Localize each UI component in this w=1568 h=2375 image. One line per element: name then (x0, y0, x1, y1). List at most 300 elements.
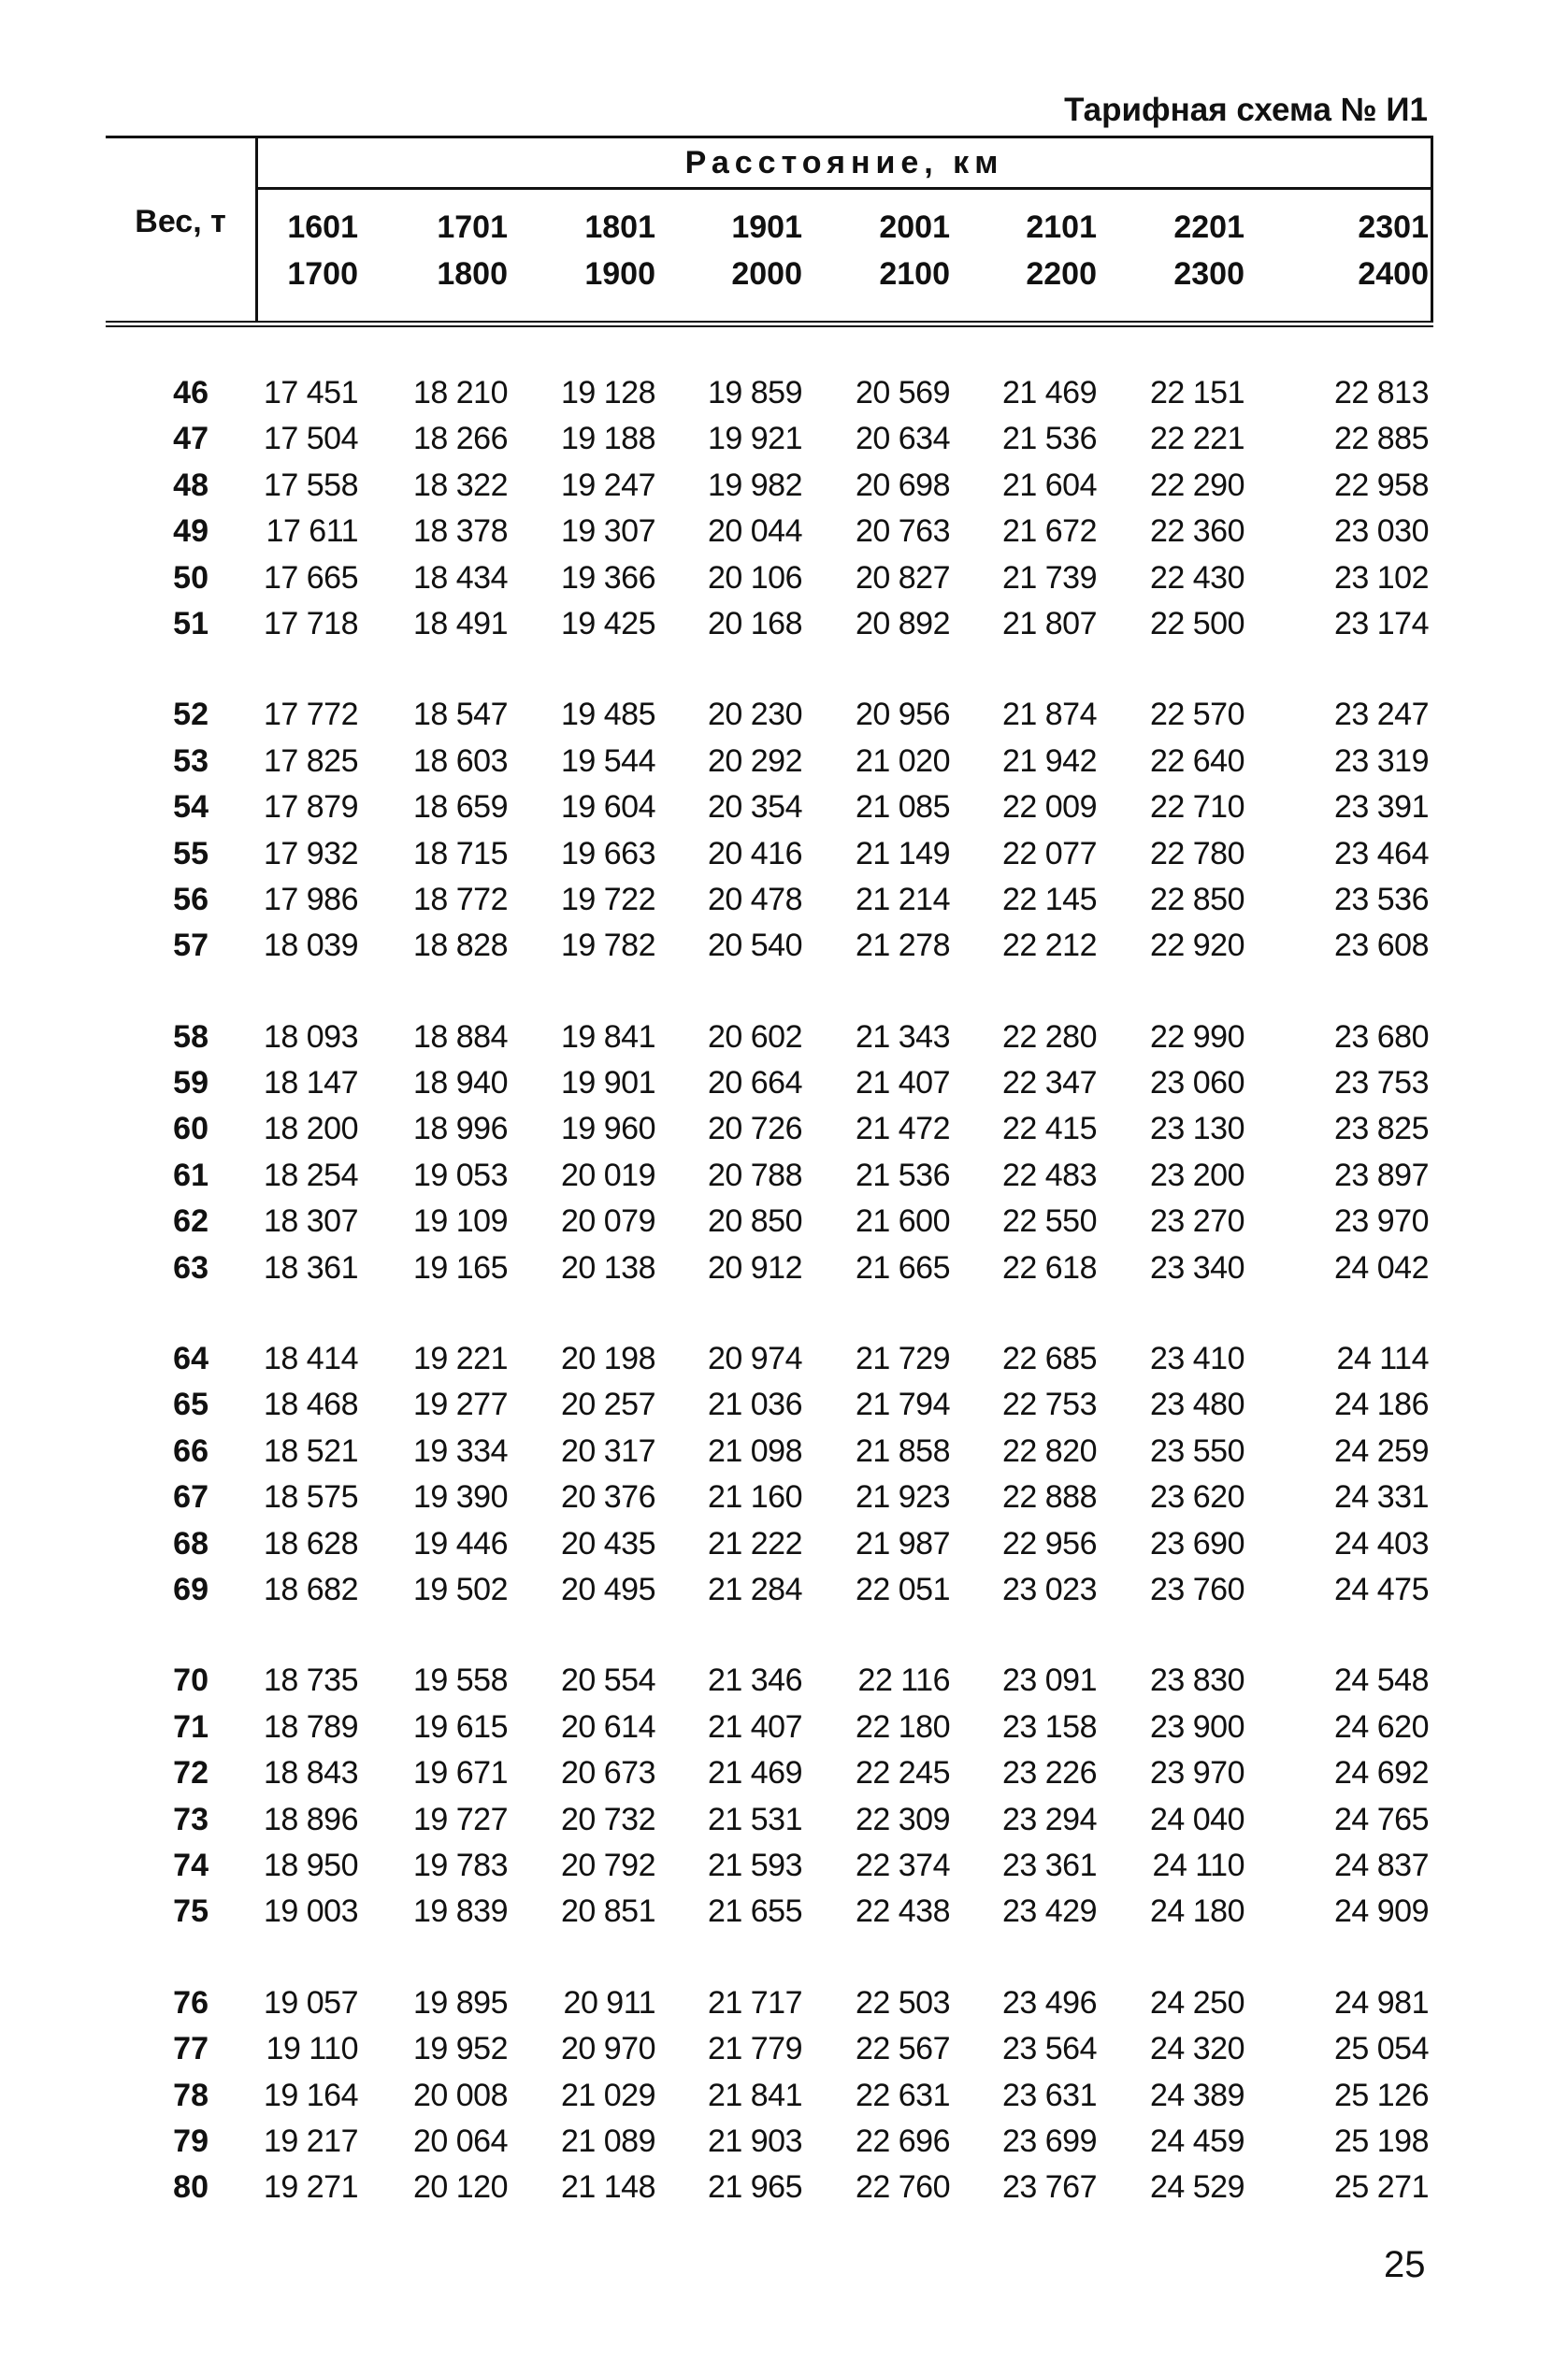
tariff-cell: 19 859 (708, 375, 802, 410)
table-row (106, 1566, 1433, 1612)
distance-range-header (985, 204, 1097, 297)
tariff-cell: 21 874 (1002, 697, 1097, 733)
tariff-cell: 24 320 (1150, 2031, 1244, 2067)
tariff-cell: 23 564 (1002, 2031, 1097, 2067)
range-from: 2201 (1173, 209, 1244, 245)
table-row (106, 1979, 1433, 2025)
tariff-cell: 22 567 (856, 2031, 950, 2067)
tariff-cell: 20 257 (561, 1387, 655, 1423)
table-row (106, 1657, 1433, 1703)
tariff-cell: 18 828 (413, 928, 508, 964)
tariff-cell: 20 540 (708, 928, 802, 964)
tariff-cell: 21 604 (1002, 467, 1097, 503)
tariff-cell: 23 130 (1150, 1111, 1244, 1147)
tariff-cell: 23 023 (1002, 1571, 1097, 1607)
tariff-cell: 24 180 (1150, 1893, 1244, 1930)
row-group (106, 369, 1433, 646)
range-from: 2001 (879, 209, 950, 245)
table-row (106, 1749, 1433, 1795)
weight-cell: 54 (173, 789, 209, 826)
row-group (106, 1979, 1433, 2210)
weight-cell: 62 (173, 1203, 209, 1240)
tariff-cell: 23 429 (1002, 1893, 1097, 1930)
tariff-cell: 18 940 (413, 1065, 508, 1101)
tariff-cell: 23 680 (1334, 1018, 1429, 1055)
tariff-cell: 22 360 (1150, 513, 1244, 550)
tariff-cell: 21 343 (856, 1018, 950, 1055)
table-row (106, 1105, 1433, 1151)
table-row (106, 1520, 1433, 1566)
tariff-cell: 18 266 (413, 421, 508, 457)
tariff-cell: 18 896 (264, 1801, 358, 1837)
tariff-cell: 21 278 (856, 928, 950, 964)
table-row (106, 784, 1433, 829)
tariff-cell: 18 715 (413, 835, 508, 871)
tariff-cell: 24 042 (1334, 1249, 1429, 1286)
weight-cell: 74 (173, 1847, 209, 1883)
tariff-cell: 24 548 (1334, 1662, 1429, 1699)
weight-cell: 58 (173, 1018, 209, 1055)
tariff-cell: 19 604 (561, 789, 655, 826)
tariff-cell: 22 888 (1002, 1479, 1097, 1516)
weight-cell: 60 (173, 1111, 209, 1147)
weight-cell: 69 (173, 1571, 209, 1607)
tariff-cell: 23 897 (1334, 1157, 1429, 1193)
table-row (106, 1888, 1433, 1934)
tariff-cell: 24 692 (1334, 1755, 1429, 1792)
tariff-cell: 19 921 (708, 421, 802, 457)
tariff-cell: 23 620 (1150, 1479, 1244, 1516)
tariff-cell: 19 221 (413, 1341, 508, 1377)
tariff-cell: 17 558 (264, 467, 358, 503)
weight-cell: 71 (173, 1708, 209, 1745)
tariff-cell: 23 631 (1002, 2077, 1097, 2113)
tariff-cell: 22 631 (856, 2077, 950, 2113)
tariff-cell: 24 114 (1336, 1341, 1429, 1377)
tariff-cell: 25 054 (1334, 2031, 1429, 2067)
tariff-cell: 21 903 (708, 2123, 802, 2159)
weight-cell: 50 (173, 559, 209, 596)
tariff-cell: 20 416 (708, 835, 802, 871)
tariff-cell: 22 780 (1150, 835, 1244, 871)
tariff-cell: 17 451 (264, 375, 358, 410)
tariff-cell: 22 051 (856, 1571, 950, 1607)
tariff-cell: 25 126 (1334, 2077, 1429, 2113)
tariff-cell: 19 217 (264, 2123, 358, 2159)
tariff-cell: 22 347 (1002, 1065, 1097, 1101)
table-row (106, 554, 1433, 600)
row-group (106, 1014, 1433, 1290)
tariff-cell: 22 245 (856, 1755, 950, 1792)
tariff-cell: 18 147 (264, 1065, 358, 1101)
tariff-cell: 21 089 (561, 2123, 655, 2159)
weight-cell: 47 (173, 421, 209, 457)
tariff-cell: 18 254 (264, 1157, 358, 1193)
weight-cell: 67 (173, 1479, 209, 1516)
tariff-cell: 21 779 (708, 2031, 802, 2067)
tariff-cell: 19 307 (561, 513, 655, 550)
tariff-cell: 23 270 (1150, 1203, 1244, 1240)
tariff-cell: 22 850 (1150, 881, 1244, 917)
tariff-cell: 23 226 (1002, 1755, 1097, 1792)
range-from: 2101 (1026, 209, 1097, 245)
table-body (106, 369, 1433, 2210)
tariff-cell: 20 673 (561, 1755, 655, 1792)
tariff-cell: 23 174 (1334, 605, 1429, 641)
tariff-cell: 23 550 (1150, 1432, 1244, 1469)
tariff-cell: 19 425 (561, 605, 655, 641)
tariff-cell: 24 981 (1334, 1984, 1429, 2021)
weight-cell: 48 (173, 467, 209, 503)
tariff-cell: 24 837 (1334, 1847, 1429, 1883)
tariff-cell: 22 696 (856, 2123, 950, 2159)
weight-cell: 72 (173, 1755, 209, 1792)
tariff-cell: 21 942 (1002, 742, 1097, 779)
range-to: 1800 (437, 256, 508, 292)
table-row (106, 2118, 1433, 2164)
tariff-cell: 21 531 (708, 1801, 802, 1837)
tariff-cell: 20 634 (856, 421, 950, 457)
row-group (106, 1335, 1433, 1612)
tariff-cell: 23 410 (1150, 1341, 1244, 1377)
weight-cell: 78 (173, 2077, 209, 2113)
tariff-cell: 23 361 (1002, 1847, 1097, 1883)
tariff-cell: 23 319 (1334, 742, 1429, 779)
tariff-cell: 20 376 (561, 1479, 655, 1516)
table-row (106, 600, 1433, 646)
tariff-cell: 23 830 (1150, 1662, 1244, 1699)
tariff-cell: 22 280 (1002, 1018, 1097, 1055)
tariff-cell: 21 665 (856, 1249, 950, 1286)
tariff-cell: 22 618 (1002, 1249, 1097, 1286)
weight-cell: 55 (173, 835, 209, 871)
weight-column-header: Вес, т (135, 204, 226, 239)
tariff-cell: 18 843 (264, 1755, 358, 1792)
tariff-cell: 17 504 (264, 421, 358, 457)
tariff-cell: 21 222 (708, 1525, 802, 1562)
range-from: 1801 (584, 209, 655, 245)
tariff-cell: 20 292 (708, 742, 802, 779)
tariff-cell: 22 212 (1002, 928, 1097, 964)
tariff-cell: 18 361 (264, 1249, 358, 1286)
tariff-cell: 20 850 (708, 1203, 802, 1240)
tariff-cell: 19 053 (413, 1157, 508, 1193)
tariff-cell: 23 970 (1150, 1755, 1244, 1792)
tariff-cell: 19 895 (413, 1984, 508, 2021)
distance-range-header (396, 204, 508, 297)
tariff-cell: 23 699 (1002, 2123, 1097, 2159)
tariff-cell: 19 782 (561, 928, 655, 964)
weight-cell: 76 (173, 1984, 209, 2021)
distance-range-header (543, 204, 655, 297)
tariff-cell: 22 820 (1002, 1432, 1097, 1469)
range-to: 2200 (1026, 256, 1097, 292)
tariff-cell: 20 495 (561, 1571, 655, 1607)
tariff-cell: 24 259 (1334, 1432, 1429, 1469)
tariff-cell: 18 682 (264, 1571, 358, 1607)
tariff-cell: 19 164 (264, 2077, 358, 2113)
table-row (106, 2164, 1433, 2209)
table-row (106, 1474, 1433, 1519)
tariff-cell: 23 970 (1334, 1203, 1429, 1240)
weight-cell: 46 (173, 375, 209, 410)
tariff-cell: 21 148 (561, 2169, 655, 2206)
weight-cell: 59 (173, 1065, 209, 1101)
tariff-cell: 22 710 (1150, 789, 1244, 826)
tariff-cell: 22 290 (1150, 467, 1244, 503)
tariff-cell: 19 188 (561, 421, 655, 457)
tariff-cell: 21 346 (708, 1662, 802, 1699)
tariff-cell: 19 722 (561, 881, 655, 917)
weight-cell: 75 (173, 1893, 209, 1930)
weight-cell: 65 (173, 1387, 209, 1423)
tariff-cell: 22 415 (1002, 1111, 1097, 1147)
tariff-cell: 20 892 (856, 605, 950, 641)
tariff-table (106, 136, 1433, 2255)
tariff-cell: 21 672 (1002, 513, 1097, 550)
tariff-cell: 19 271 (264, 2169, 358, 2206)
tariff-cell: 18 628 (264, 1525, 358, 1562)
table-row (106, 462, 1433, 508)
tariff-cell: 23 060 (1150, 1065, 1244, 1101)
tariff-cell: 23 030 (1334, 513, 1429, 550)
weight-cell: 73 (173, 1801, 209, 1837)
tariff-cell: 21 841 (708, 2077, 802, 2113)
tariff-cell: 18 772 (413, 881, 508, 917)
tariff-cell: 24 389 (1150, 2077, 1244, 2113)
tariff-cell: 23 247 (1334, 697, 1429, 733)
tariff-cell: 19 446 (413, 1525, 508, 1562)
tariff-cell: 20 726 (708, 1111, 802, 1147)
tariff-cell: 20 478 (708, 881, 802, 917)
tariff-cell: 19 366 (561, 559, 655, 596)
tariff-cell: 22 503 (856, 1984, 950, 2021)
tariff-cell: 20 970 (561, 2031, 655, 2067)
table-row (106, 2072, 1433, 2118)
weight-cell: 57 (173, 928, 209, 964)
table-row (106, 1428, 1433, 1474)
tariff-cell: 20 664 (708, 1065, 802, 1101)
tariff-cell: 24 403 (1334, 1525, 1429, 1562)
tariff-cell: 18 210 (413, 375, 508, 410)
weight-cell: 53 (173, 742, 209, 779)
tariff-cell: 22 570 (1150, 697, 1244, 733)
tariff-cell: 20 079 (561, 1203, 655, 1240)
tariff-cell: 24 475 (1334, 1571, 1429, 1607)
tariff-cell: 18 789 (264, 1708, 358, 1745)
distance-range-header (1132, 204, 1244, 297)
tariff-cell: 20 354 (708, 789, 802, 826)
tariff-cell: 24 459 (1150, 2123, 1244, 2159)
tariff-cell: 23 753 (1334, 1065, 1429, 1101)
tariff-cell: 18 547 (413, 697, 508, 733)
distance-range-header (1316, 204, 1429, 297)
tariff-cell: 18 996 (413, 1111, 508, 1147)
tariff-cell: 19 247 (561, 467, 655, 503)
tariff-cell: 17 825 (264, 742, 358, 779)
tariff-cell: 18 575 (264, 1479, 358, 1516)
table-header (106, 136, 1433, 327)
tariff-cell: 21 794 (856, 1387, 950, 1423)
tariff-cell: 18 950 (264, 1847, 358, 1883)
tariff-cell: 20 956 (856, 697, 950, 733)
weight-cell: 56 (173, 881, 209, 917)
tariff-cell: 20 106 (708, 559, 802, 596)
tariff-cell: 22 640 (1150, 742, 1244, 779)
tariff-cell: 20 614 (561, 1708, 655, 1745)
tariff-cell: 24 765 (1334, 1801, 1429, 1837)
tariff-cell: 19 334 (413, 1432, 508, 1469)
tariff-cell: 18 603 (413, 742, 508, 779)
distance-range-header (838, 204, 950, 297)
tariff-cell: 22 145 (1002, 881, 1097, 917)
tariff-cell: 21 036 (708, 1387, 802, 1423)
tariff-cell: 19 558 (413, 1662, 508, 1699)
tariff-cell: 22 885 (1334, 421, 1429, 457)
range-to: 1700 (287, 256, 358, 292)
tariff-cell: 20 912 (708, 1249, 802, 1286)
tariff-cell: 23 340 (1150, 1249, 1244, 1286)
tariff-cell: 19 165 (413, 1249, 508, 1286)
tariff-cell: 20 019 (561, 1157, 655, 1193)
tariff-cell: 21 284 (708, 1571, 802, 1607)
tariff-cell: 20 792 (561, 1847, 655, 1883)
table-row (106, 1704, 1433, 1749)
tariff-cell: 22 753 (1002, 1387, 1097, 1423)
tariff-cell: 17 611 (266, 513, 358, 550)
tariff-cell: 23 496 (1002, 1984, 1097, 2021)
tariff-cell: 20 732 (561, 1801, 655, 1837)
table-row (106, 1796, 1433, 1842)
tariff-cell: 24 110 (1152, 1847, 1244, 1883)
tariff-cell: 21 593 (708, 1847, 802, 1883)
tariff-cell: 21 029 (561, 2077, 655, 2113)
table-row (106, 691, 1433, 737)
range-from: 1601 (287, 209, 358, 245)
tariff-cell: 20 698 (856, 467, 950, 503)
tariff-cell: 20 168 (708, 605, 802, 641)
tariff-cell: 18 434 (413, 559, 508, 596)
tariff-cell: 19 952 (413, 2031, 508, 2067)
tariff-cell: 21 149 (856, 835, 950, 871)
tariff-cell: 24 186 (1334, 1387, 1429, 1423)
tariff-cell: 21 717 (708, 1984, 802, 2021)
tariff-cell: 19 663 (561, 835, 655, 871)
tariff-cell: 19 839 (413, 1893, 508, 1930)
tariff-cell: 21 085 (856, 789, 950, 826)
tariff-cell: 22 813 (1334, 375, 1429, 410)
tariff-cell: 22 116 (857, 1662, 950, 1699)
page-number: 25 (1384, 2244, 1426, 2285)
tariff-cell: 18 491 (413, 605, 508, 641)
tariff-cell: 22 009 (1002, 789, 1097, 826)
tariff-cell: 23 294 (1002, 1801, 1097, 1837)
range-from: 2301 (1358, 209, 1429, 245)
tariff-cell: 23 767 (1002, 2169, 1097, 2206)
tariff-cell: 22 500 (1150, 605, 1244, 641)
weight-cell: 68 (173, 1525, 209, 1562)
table-row (106, 1198, 1433, 1244)
tariff-cell: 21 655 (708, 1893, 802, 1930)
tariff-cell: 21 098 (708, 1432, 802, 1469)
tariff-cell: 25 198 (1334, 2123, 1429, 2159)
tariff-cell: 18 039 (264, 928, 358, 964)
tariff-cell: 20 911 (563, 1984, 655, 2021)
tariff-cell: 24 909 (1334, 1893, 1429, 1930)
tariff-cell: 18 735 (264, 1662, 358, 1699)
weight-cell: 79 (173, 2123, 209, 2159)
tariff-cell: 18 093 (264, 1018, 358, 1055)
range-to: 2400 (1358, 256, 1429, 292)
weight-cell: 80 (173, 2169, 209, 2206)
table-row (106, 508, 1433, 554)
tariff-cell: 23 480 (1150, 1387, 1244, 1423)
tariff-cell: 21 020 (856, 742, 950, 779)
tariff-cell: 22 760 (856, 2169, 950, 2206)
tariff-cell: 19 277 (413, 1387, 508, 1423)
tariff-cell: 20 317 (561, 1432, 655, 1469)
tariff-cell: 22 151 (1150, 375, 1244, 410)
tariff-cell: 18 322 (413, 467, 508, 503)
table-row (106, 1014, 1433, 1059)
tariff-cell: 24 040 (1150, 1801, 1244, 1837)
tariff-cell: 17 986 (264, 881, 358, 917)
tariff-cell: 20 974 (708, 1341, 802, 1377)
tariff-cell: 20 851 (561, 1893, 655, 1930)
tariff-cell: 22 221 (1150, 421, 1244, 457)
tariff-cell: 22 483 (1002, 1157, 1097, 1193)
tariff-cell: 19 615 (413, 1708, 508, 1745)
tariff-cell: 19 003 (264, 1893, 358, 1930)
tariff-cell: 19 671 (413, 1755, 508, 1792)
tariff-cell: 19 901 (561, 1065, 655, 1101)
tariff-cell: 19 727 (413, 1801, 508, 1837)
range-from: 1701 (437, 209, 508, 245)
tariff-cell: 22 438 (856, 1893, 950, 1930)
tariff-cell: 20 435 (561, 1525, 655, 1562)
distance-header: Расстояние, км (258, 138, 1431, 190)
distance-range-header (246, 204, 358, 297)
tariff-cell: 18 307 (264, 1203, 358, 1240)
table-row (106, 2025, 1433, 2071)
range-to: 1900 (584, 256, 655, 292)
table-row (106, 876, 1433, 922)
tariff-cell: 21 469 (1002, 375, 1097, 410)
table-row (106, 369, 1433, 415)
tariff-cell: 22 958 (1334, 467, 1429, 503)
tariff-cell: 18 200 (264, 1111, 358, 1147)
table-row (106, 1335, 1433, 1381)
tariff-cell: 22 990 (1150, 1018, 1244, 1055)
range-to: 2100 (879, 256, 950, 292)
tariff-cell: 17 718 (264, 605, 358, 641)
tariff-cell: 22 920 (1150, 928, 1244, 964)
tariff-cell: 21 214 (856, 881, 950, 917)
tariff-cell: 18 414 (264, 1341, 358, 1377)
tariff-cell: 20 138 (561, 1249, 655, 1286)
tariff-cell: 22 550 (1002, 1203, 1097, 1240)
tariff-cell: 18 468 (264, 1387, 358, 1423)
tariff-cell: 23 900 (1150, 1708, 1244, 1745)
tariff-cell: 18 521 (264, 1432, 358, 1469)
tariff-cell: 21 160 (708, 1479, 802, 1516)
tariff-cell: 19 960 (561, 1111, 655, 1147)
tariff-cell: 21 472 (856, 1111, 950, 1147)
weight-cell: 64 (173, 1341, 209, 1377)
tariff-cell: 23 464 (1334, 835, 1429, 871)
weight-cell: 70 (173, 1662, 209, 1699)
tariff-cell: 24 529 (1150, 2169, 1244, 2206)
